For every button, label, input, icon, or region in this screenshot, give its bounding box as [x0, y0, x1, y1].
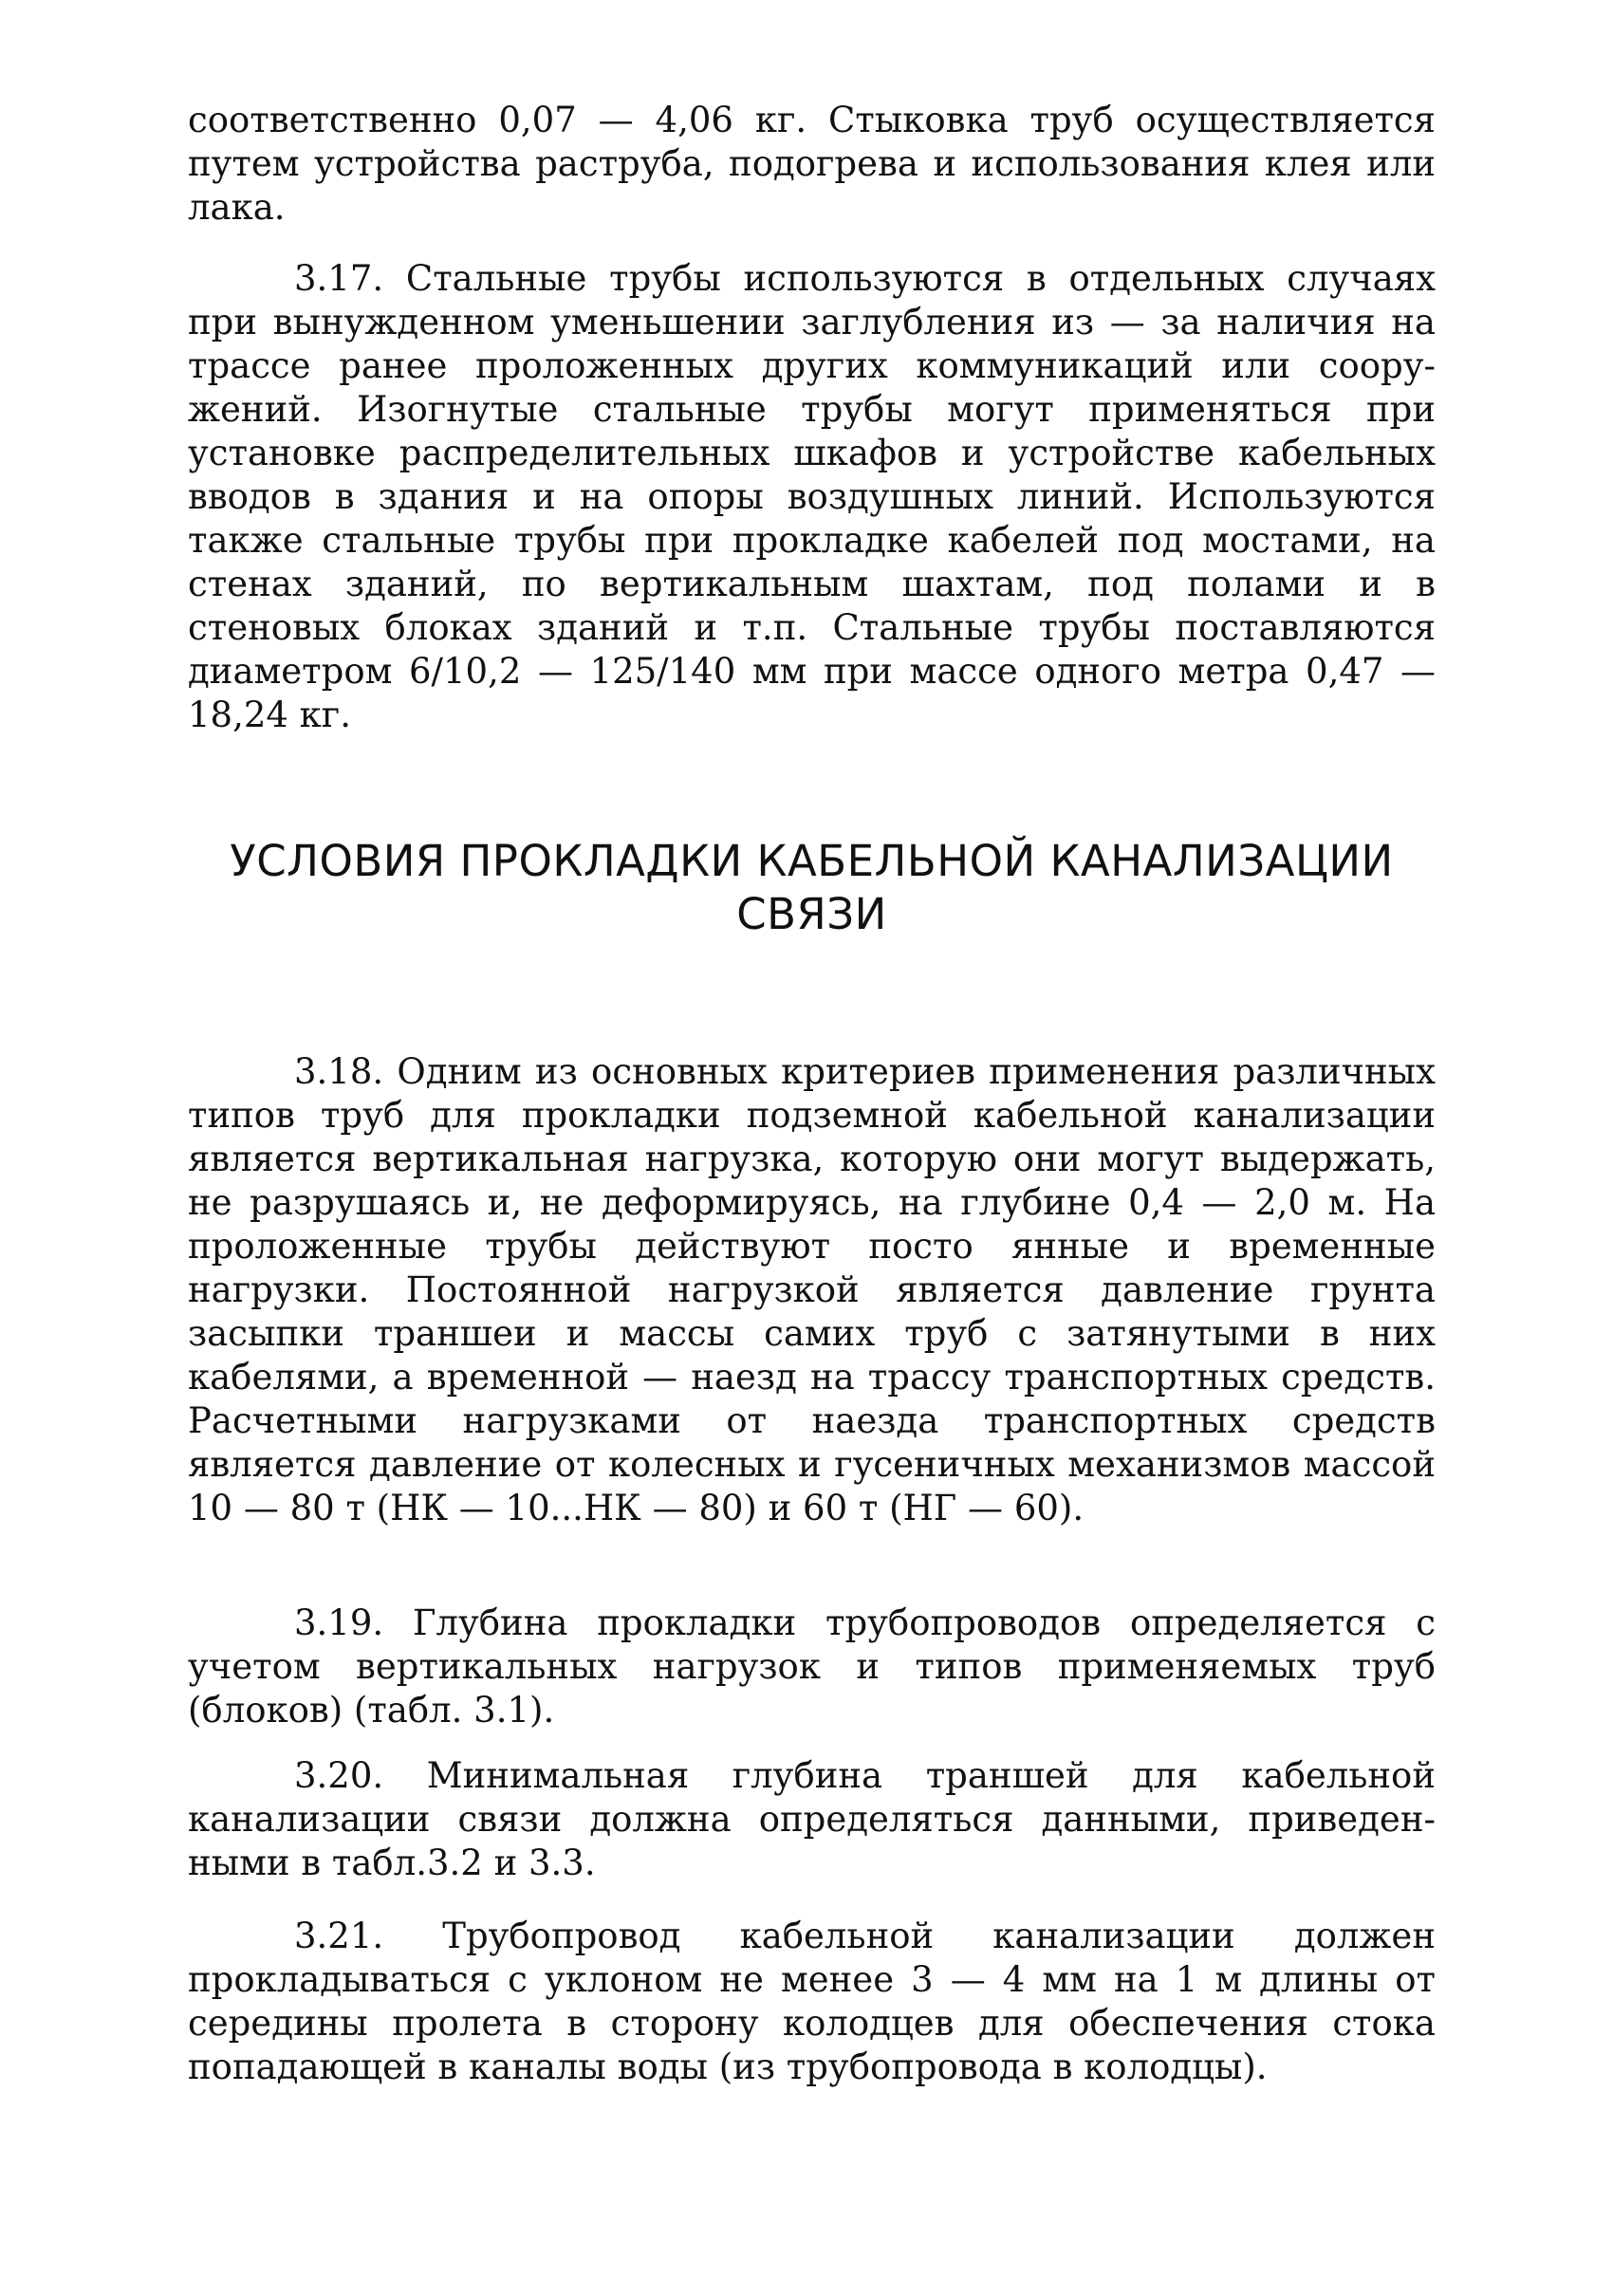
section-heading-line-1: УСЛОВИЯ ПРОКЛАДКИ КАБЕЛЬНОЙ КАНАЛИЗАЦИИ — [230, 836, 1394, 886]
paragraph-continuation: соответственно 0,07 — 4,06 кг. Стыковка труб осуществляется путем устройства раструба, подогрева и использования клея или лака. — [188, 100, 1436, 228]
section-heading-line-2: СВЯЗИ — [736, 889, 887, 939]
paragraph-3-19: 3.19. Глубина прокладки трубопроводов определяется с учетом вертикальных нагрузок и типов применяемых труб (блоков) (табл. 3.1). — [188, 1602, 1436, 1731]
paragraph-3-20: 3.20. Минимальная глубина траншей для кабельной канализации связи должна определяться данными, приведен ными в табл.3.2 и 3.3. — [188, 1755, 1436, 1883]
paragraph-3-18: 3.18. Одним из основных критериев применения различных типов труб для прокладки подземной кабельной канализации является вертикальная нагрузка, которую они могут выдержать, не разрушаясь и, не деформируясь, на глубине 0,4 — 2,0 м. На проложенные трубы действуют посто янные и временные нагрузки. Постоянной нагрузкой является давление грунта засыпки траншеи и массы самих труб с затянутыми в них кабелями, а временной — наезд на трассу транспортных средств. Расчетными нагрузками от наезда транспортных средств является давление от колесных и гусеничных механизмов массой 10 — 80 т (НК — 10...НК — 80) и 60 т (НГ — 60). — [188, 1051, 1436, 1528]
paragraph-3-17: 3.17. Стальные трубы используются в отдельных случаях при вынужденном уменьшении заглубления из — за наличия на трассе ранее проложенных других коммуникаций или соору жений. Изогнутые стальные трубы могут применяться при установке распределительных шкафов и устройстве кабельных вводов в здания и на опоры воздушных линий. Используются также стальные трубы при прокладке кабелей под мостами, на стенах зданий, по вертикальным шахтам, под полами и в стеновых блоках зданий и т.п. Стальные трубы поставляются диаметром 6/10,2 — 125/140 мм при массе одного метра 0,47 — 18,24 кг. — [188, 258, 1436, 735]
paragraph-3-21: 3.21. Трубопровод кабельной канализации должен прокладываться с уклоном не менее 3 — 4 мм на 1 м длины от середины пролета в сторону колодцев для обеспечения стока попадающей в каналы воды (из трубопровода в колодцы). — [188, 1916, 1436, 2087]
section-heading — [188, 835, 1436, 941]
